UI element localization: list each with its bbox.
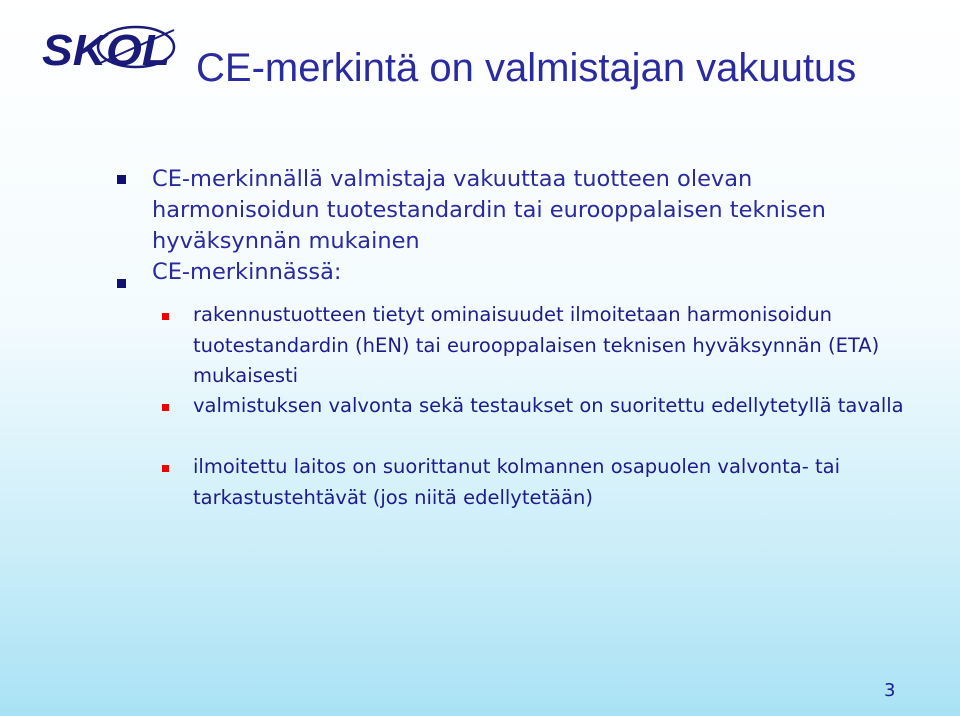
bullet-marker	[117, 279, 126, 288]
bullet-text: CE-merkinnällä valmistaja vakuuttaa tuotteen olevan harmonisoidun tuotestandardin tai eurooppalaisen teknisen hyväksynnän mukainen	[152, 166, 826, 254]
bullet-marker	[117, 175, 126, 184]
skol-logo-graphic	[42, 24, 176, 74]
sub-bullet-text: valmistuksen valvonta sekä testaukset on suoritettu edellytetyllä tavalla	[193, 394, 904, 417]
sub-bullet-marker	[162, 313, 169, 320]
slide-title: CE-merkintä on valmistajan vakuutus	[196, 46, 857, 90]
sub-bullet-marker	[162, 404, 169, 411]
page-number: 3	[884, 680, 896, 701]
skol-logo	[42, 24, 176, 74]
sub-bullet-text: ilmoitettu laitos on suorittanut kolmannen osapuolen valvonta- tai tarkastustehtävät (jos niitä edellytetään)	[193, 455, 840, 509]
bullet-text: CE-merkinnässä:	[152, 259, 342, 285]
sub-bullet-marker	[162, 465, 169, 472]
sub-bullet-text: rakennustuotteen tietyt ominaisuudet ilmoitetaan harmonisoidun tuotestandardin (hEN) tai eurooppalaisen teknisen hyväksynnän (ETA) mukaisesti	[193, 303, 880, 387]
logo-text: SKOL	[42, 26, 170, 74]
